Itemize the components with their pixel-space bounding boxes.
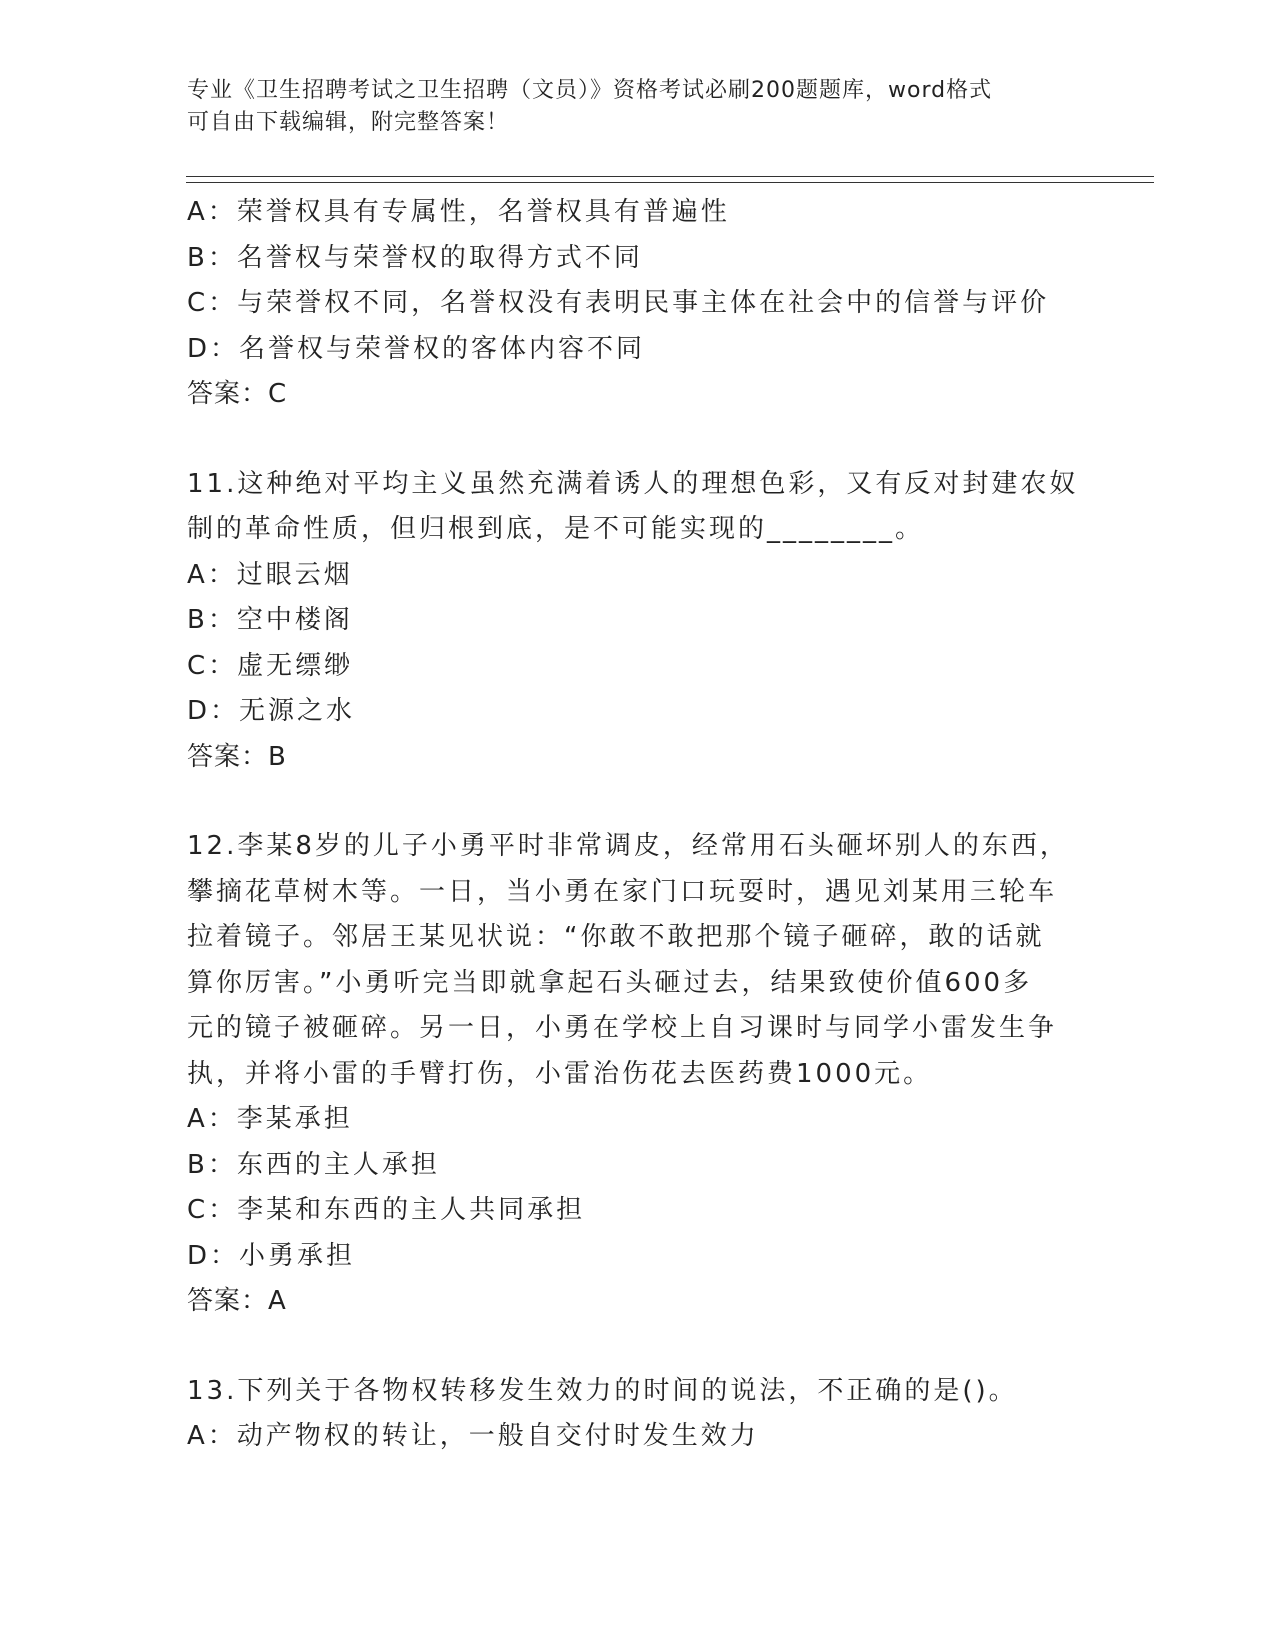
question-stem-line: 制的革命性质，但归根到底，是不可能实现的________。 bbox=[187, 514, 925, 544]
option-d: D：无源之水 bbox=[187, 696, 356, 726]
question-stem-line: 13.下列关于各物权转移发生效力的时间的说法，不正确的是()。 bbox=[187, 1375, 1018, 1406]
option-a: A：动产物权的转让，一般自交付时发生效力 bbox=[187, 1421, 759, 1451]
question-stem-line: 攀摘花草树木等。一日，当小勇在家门口玩耍时，遇见刘某用三轮车 bbox=[187, 876, 1058, 907]
option-a: A：荣誉权具有专属性，名誉权具有普遍性 bbox=[187, 197, 730, 227]
option-b: B：空中楼阁 bbox=[187, 605, 353, 635]
spacer bbox=[187, 780, 1087, 824]
question-stem-line: 元的镜子被砸碎。另一日，小勇在学校上自习课时与同学小雷发生争 bbox=[187, 1013, 1058, 1043]
option-c: C：李某和东西的主人共同承担 bbox=[187, 1195, 586, 1225]
header-divider bbox=[186, 176, 1154, 177]
header-line: 专业《卫生招聘考试之卫生招聘（文员）》资格考试必刷200题题库，word格式 bbox=[187, 78, 993, 103]
question-stem-line: 11.这种绝对平均主义虽然充满着诱人的理想色彩，又有反对封建农奴 bbox=[187, 468, 1079, 499]
option-c: C：虚无缥缈 bbox=[187, 650, 354, 681]
question-stem-line: 算你厉害。”小勇听完当即就拿起石头砸过去，结果致使价值600多 bbox=[187, 967, 1033, 998]
question-10 bbox=[187, 190, 1087, 418]
question-stem-line: 执，并将小雷的手臂打伤，小雷治伤花去医药费1000元。 bbox=[187, 1058, 933, 1089]
question-11 bbox=[187, 462, 1087, 781]
spacer bbox=[187, 1325, 1087, 1369]
option-b: B：东西的主人承担 bbox=[187, 1149, 440, 1180]
answer-line: 答案：B bbox=[187, 741, 287, 772]
document-header bbox=[187, 75, 1067, 139]
question-12 bbox=[187, 824, 1087, 1325]
option-c: C：与荣誉权不同，名誉权没有表明民事主体在社会中的信誉与评价 bbox=[187, 288, 1050, 318]
option-b: B：名誉权与荣誉权的取得方式不同 bbox=[187, 242, 643, 273]
option-a: A：李某承担 bbox=[187, 1104, 353, 1134]
spacer bbox=[187, 418, 1087, 462]
question-list bbox=[187, 190, 1087, 1460]
question-13 bbox=[187, 1369, 1087, 1460]
answer-line: 答案：C bbox=[187, 379, 288, 409]
option-d: D：名誉权与荣誉权的客体内容不同 bbox=[187, 333, 646, 364]
answer-line: 答案：A bbox=[187, 1286, 287, 1316]
question-stem-line: 12.李某8岁的儿子小勇平时非常调皮，经常用石头砸坏别人的东西， bbox=[187, 831, 1069, 861]
option-a: A：过眼云烟 bbox=[187, 559, 353, 590]
header-divider bbox=[186, 182, 1154, 183]
option-d: D：小勇承担 bbox=[187, 1240, 356, 1271]
header-line: 可自由下载编辑，附完整答案！ bbox=[187, 110, 510, 135]
question-stem-line: 拉着镜子。邻居王某见状说：“你敢不敢把那个镜子砸碎，敢的话就 bbox=[187, 922, 1045, 952]
